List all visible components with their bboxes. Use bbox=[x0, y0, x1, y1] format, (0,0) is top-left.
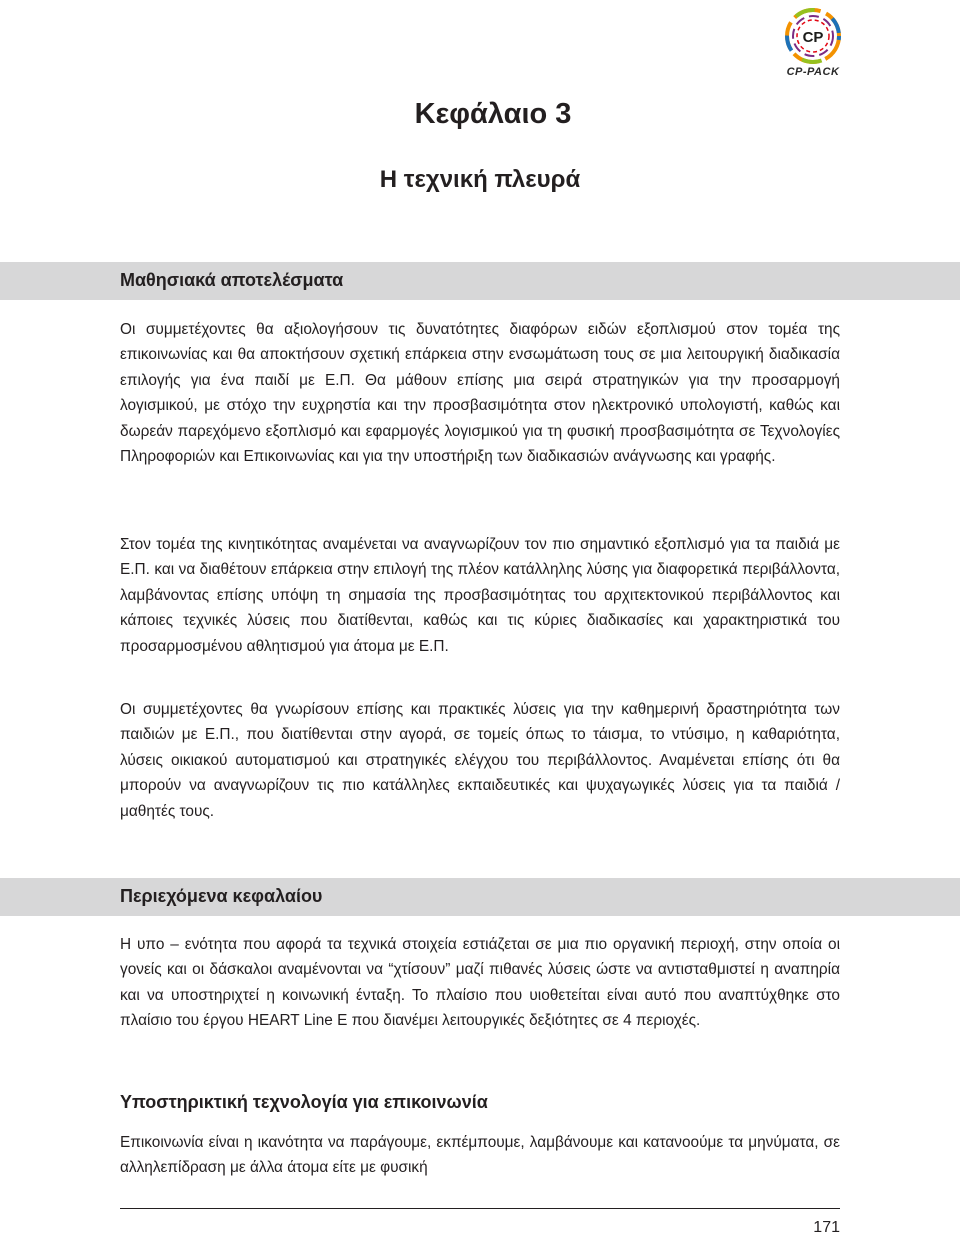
page-number: 171 bbox=[813, 1219, 840, 1236]
chapter-subtitle: Η τεχνική πλευρά bbox=[379, 166, 581, 193]
cp-pack-emblem-icon bbox=[778, 6, 848, 66]
chapter-title: Κεφάλαιο 3 bbox=[414, 98, 572, 130]
section-header-learning-outcomes bbox=[0, 262, 960, 300]
logo-label: CP-PACK bbox=[786, 66, 840, 78]
section-heading: Μαθησιακά αποτελέσματα bbox=[120, 270, 344, 290]
section-header-chapter-contents bbox=[0, 878, 960, 916]
cp-pack-logo bbox=[778, 6, 848, 84]
paragraph: Η υπο – ενότητα που αφορά τα τεχνικά στοιχεία εστιάζεται σε μια πιο οργανική περιοχή, στην οποία οι γονείς και οι δάσκαλοι αναμένονται να “χτίσουν” μαζί πιθανές λύσεις ώστε να αντισταθμιστεί η αναπηρία και να υποστηριχτεί η κοινωνική ένταξη. Το πλαίσιο που υιοθετείται είναι αυτό που αναπτύχθηκε στο πλαίσιο του έργου HEART Line E που διανέμει λειτουργικές δεξιότητες σε 4 περιοχές. bbox=[120, 936, 840, 1030]
section-heading: Περιεχόμενα κεφαλαίου bbox=[120, 886, 323, 906]
paragraph: Οι συμμετέχοντες θα γνωρίσουν επίσης και πρακτικές λύσεις για την καθημερινή δραστηριότητα των παιδιών με Ε.Π., που διατίθενται στην αγορά, σε τομείς όπως το τάισμα, το ντύσιμο, η καθαριότητα, λύσεις οικιακού αυτοματισμού και στρατηγικές ελέγχου του περιβάλλοντος. Αναμένεται επίσης ότι θα μπορούν να αναγνωρίζουν τις πιο κατάλληλες εκπαιδευτικές και ψυχαγωγικές λύσεις για τα παιδιά / μαθητές τους. bbox=[120, 701, 840, 820]
paragraph: Στον τομέα της κινητικότητας αναμένεται να αναγνωρίζουν τον πιο σημαντικό εξοπλισμό για τα παιδιά με Ε.Π. και να διαθέτουν επάρκεια στην επιλογή της πλέον κατάλληλης λύσης για διαφορετικά περιβάλλοντα, λαμβάνοντας επίσης υπόψη τη σημασία της προσβασιμότητας του αρχιτεκτονικού περιβάλλοντος και κάποιες τεχνικές λύσεις που διατίθενται, καθώς και τις κύριες διαδικασίες και χαρακτηριστικά του προσαρμοσμένου αθλητισμού για άτομα με Ε.Π. bbox=[120, 536, 840, 655]
paragraph: Επικοινωνία είναι η ικανότητα να παράγουμε, εκπέμπουμε, λαμβάνουμε και κατανοούμε τα μηνύματα, σε αλληλεπίδραση με άλλα άτομα είτε με φυσική bbox=[120, 1134, 840, 1177]
subsection-heading: Υποστηρικτική τεχνολογία για επικοινωνία bbox=[120, 1092, 488, 1112]
footer-divider bbox=[120, 1208, 840, 1209]
svg-text:CP: CP bbox=[802, 29, 824, 46]
paragraph: Οι συμμετέχοντες θα αξιολογήσουν τις δυνατότητες διαφόρων ειδών εξοπλισμού στον τομέα της επικοινωνίας και θα αποκτήσουν σχετική επάρκεια στην ενσωμάτωση τους σε μια λειτουργική διαδικασία επιλογής για ένα παιδί με Ε.Π. Θα μάθουν επίσης μια σειρά στρατηγικών για την προσαρμογή λογισμικού, με στόχο την ευχρηστία και την προσβασιμότητα στον ηλεκτρονικό υπολογιστή, καθώς και δωρεάν παρεχόμενο εξοπλισμό και εφαρμογές λογισμικού για τη φυσική προσβασιμότητα σε Τεχνολογίες Πληροφοριών και Επικοινωνίας και για την υποστήριξη των διαδικασιών ανάγνωσης και γραφής. bbox=[120, 321, 840, 466]
